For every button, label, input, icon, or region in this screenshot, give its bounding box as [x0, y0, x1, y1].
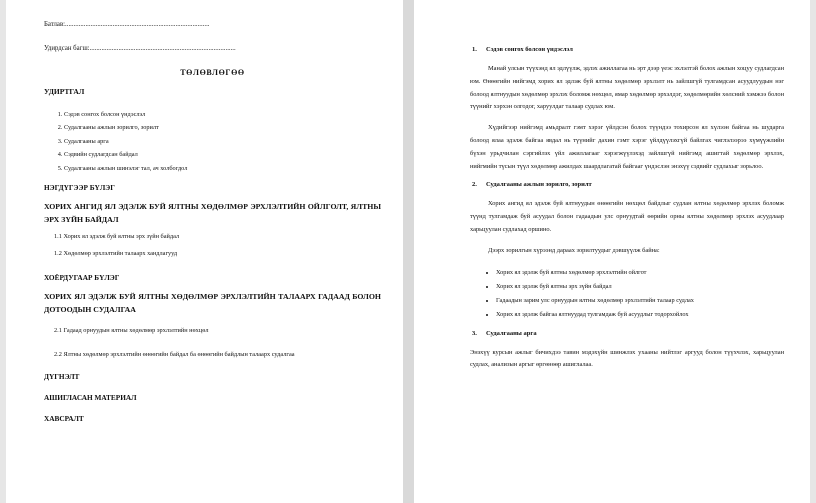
section1-heading — [470, 46, 784, 53]
page-gap — [403, 0, 414, 503]
section3-number: 3. — [472, 329, 477, 337]
intro-item: 5. Судалгааны ажлын шинэлэг тал, ач холбогдол — [64, 162, 381, 175]
chapter2-sub: 2.1 Гадаад орнуудын ялтны хөдөлмөр эрхлэлтийн нөхцөл — [54, 327, 209, 335]
chapter1-title: ХОРИХ АНГИД ЯЛ ЭДЭЛЖ БУЙ ЯЛТНЫ ХӨДӨЛМӨР ЭРХЛЭЛТИЙН ОЙЛГОЛТ, ЯЛТНЫ ЭРХ ЗҮЙН БАЙДАЛ — [44, 202, 381, 225]
chapter1-sub: 1.2 Хөдөлмөр эрхлэлтийн талаарх хандлагууд — [54, 250, 178, 258]
document-page-left — [6, 0, 403, 503]
section1-paragraph: Манай улсын түүхэнд ял эдлүүлж, эдлэх ажиллагаа нь эрт дээр үеэс эхлэлтэй болох ажлын хоцуу судлагдсан юм. Өнөөгийн нийгэмд хорих ял эдлэж буй ялтны хөдөлмөр эрхлэлт нь зайлшгүй тулгамдсан асуудлуудын нэг болоод ялтнуудын хөдөлмөр эрхлэх боломж нөхцөл, ямар хөдөлмөр эрхэлдэг, хөдөлмөрийн хөлсний хэмжээ болон түүнийг хэрхэн олгодог, харуулдаг талаар судлах юм. — [470, 65, 784, 111]
intro-list — [44, 108, 381, 175]
conclusion-heading: ДҮГНЭЛТ — [44, 372, 80, 382]
section3-title: Судалгааны арга — [486, 329, 537, 337]
chapter2-title: ХОРИХ ЯЛ ЭДЭЛЖ БУЙ ЯЛТНЫ ХӨДӨЛМӨР ЭРХЛЭЛТИЙН ТАЛААРХ ГАДААД БОЛОН ДОТООДЫН СУДАЛГАА — [44, 292, 381, 315]
intro-item: 2. Судалгааны ажлын зорилго, зорилт — [64, 121, 381, 134]
section1-title: Сэдэв сонгох болсон үндэслэл — [486, 46, 573, 53]
section3-heading — [470, 330, 784, 337]
objective-item: • Гадаадын зарим улс орнуудын ялтны хөдөлмөр эрхлэлтийн талаар судлах — [496, 294, 784, 308]
supervisor-line: Удирдсан багш:...................................................................................... — [44, 45, 236, 52]
chapter2-sub: 2.2 Ялтны хөдөлмөр эрхлэлтийн өнөөгийн байдал ба өнөөгийн байдлын талаарх судалгаа — [54, 351, 295, 359]
objective-item: • Хорих ял эдэлж байгаа ялтнуудад тулгамдаж буй асуудлыг тодорхойлох — [496, 308, 784, 322]
references-heading: АШИГЛАСАН МАТЕРИАЛ — [44, 393, 137, 403]
approved-by-line: Батлав:..................................................................................... — [44, 21, 210, 28]
intro-item: 4. Сэдвийн судлагдсан байдал — [64, 148, 381, 161]
section3-paragraph: Энэхүү курсын ажлыг бичихдээ тавин мэдэхүйн шинжлэх ухааны нийтлэг аргууд болон түүхчлэх, харьцуулан судлах, анализын аргыг өргөнөөр ашиглалаа. — [470, 348, 784, 369]
section2-title: Судалгааны ажлын зорилго, зорилт — [486, 181, 592, 189]
section1-number: 1. — [472, 46, 477, 53]
chapter2-label: ХОЁРДУГААР БҮЛЭГ — [44, 273, 120, 283]
chapter1-sub: 1.1 Хорих ял эдэлж буй ялтны эрх зүйн байдал — [54, 233, 180, 241]
section2-paragraph: Дээрх зорилгын хүрээнд дараах зорилтуудыг дэвшүүлж байна: — [488, 246, 660, 254]
document-page-right — [414, 0, 810, 503]
section2-heading — [470, 181, 784, 188]
intro-item: 3. Судалгааны арга — [64, 135, 381, 148]
objectives-list — [470, 266, 784, 322]
intro-heading: УДИРТГАЛ — [44, 87, 85, 96]
objective-item: • Хорих ял эдэлж буй ялтны эрх зүйн байдал — [496, 280, 784, 294]
intro-item: 1. Сэдэв сонгох болсон үндэслэл — [64, 108, 381, 121]
objective-item: • Хорих ял эдэлж буй ялтны хөдөлмөр эрхлэлтийн ойлгот — [496, 266, 784, 280]
plan-title: ТӨЛӨВЛӨГӨӨ — [180, 68, 245, 77]
section2-number: 2. — [472, 181, 477, 189]
chapter1-label: НЭГДҮГЭЭР БҮЛЭГ — [44, 183, 115, 193]
section2-paragraph: Хорих ангид ял эдэлж буй ялтнуудын өнөөгийн нөхцөл байдлыг судлан ялтны хөдөлмөр эрхлэх боломж түүнд тулгамдаж буй асуудал болон гадаадын улс орнуудтай өөрийн орны ялтны хөдөлмөр эрхлэх асуудлаар харьцуулан судлахад оршино. — [470, 200, 784, 233]
appendix-heading: ХАВСРАЛТ — [44, 414, 84, 424]
section1-paragraph: Хүдийгээр нийгэмд амьдралт гэмт хэрэг үйлдсэн болох түүндээ тохирсон ял хүлээн байгаа нь шударга болоод ялаа эдэлж байгаа явдал нь түүнийг дахин гэмт хэрэг үйлдүүлэхгүй байлгах чиглэлээрээ хүмүүжлийн бүхэн урьдчилан сэргийлэх үйл ажиллагааг хэрэгжүүлэхэд зайлшгүй нийгэмд ашигтай хөдөлмөр эрхлэх, нийгмийн түсын түүл хөдөлмөр ажилдах шаардлагатай байгааг үндэслэн энэхүү сэдвийг судлахыг зорьлоо. — [470, 124, 784, 170]
